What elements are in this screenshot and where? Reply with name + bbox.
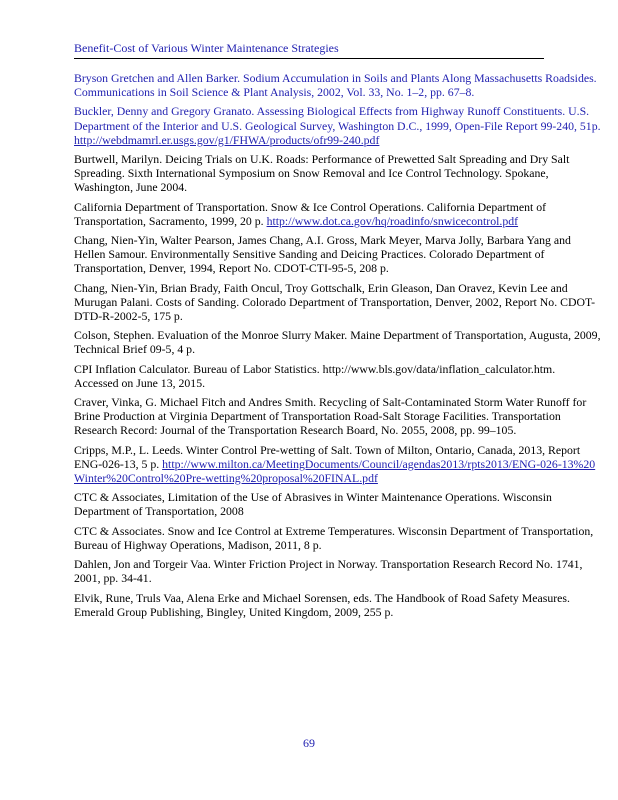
reference-text: Cripps, M.P., L. Leeds. Winter Control Pre-wetting of Salt. Town of Milton, Ontario, Canada, 2013, Report ENG-026-13, 5 p. — [74, 442, 581, 471]
reference-entry — [74, 362, 602, 390]
reference-entry — [74, 591, 602, 619]
reference-entry — [74, 443, 602, 486]
reference-link[interactable]: http://webdmamrl.er.usgs.gov/g1/FHWA/products/ofr99-240.pdf — [74, 132, 380, 147]
reference-text: Dahlen, Jon and Torgeir Vaa. Winter Friction Project in Norway. Transportation Research Record No. 1741, 2001, pp. 34-41. — [74, 557, 583, 586]
reference-entry — [74, 152, 602, 195]
reference-entry — [74, 104, 602, 147]
reference-text: Bryson Gretchen and Allen Barker. Sodium Accumulation in Soils and Plants Along Massachusetts Roadsides. Communications in Soil Science & Plant Analysis, 2002, Vol. 33, No. 1–2, pp. 67–8. — [74, 71, 597, 100]
reference-text: Colson, Stephen. Evaluation of the Monroe Slurry Maker. Maine Department of Transportation, Augusta, 2009, Technical Brief 09-5, 4 p. — [74, 328, 601, 357]
reference-text: Chang, Nien-Yin, Brian Brady, Faith Oncul, Troy Gottschalk, Erin Gleason, Dan Oravez, Kevin Lee and Murugan Palani. Costs of Sanding. Colorado Department of Transportation, Denver, 2002, Report No. CDOT-DTD-R-2002-5, 175 p. — [74, 280, 596, 324]
reference-text: CPI Inflation Calculator. Bureau of Labor Statistics. http://www.bls.gov/data/inflation_calculator.htm. Accessed on June 13, 2015. — [74, 361, 556, 390]
reference-entry — [74, 233, 602, 276]
reference-entry — [74, 328, 602, 356]
running-header — [74, 41, 544, 59]
reference-list — [74, 71, 602, 624]
reference-text: Elvik, Rune, Truls Vaa, Alena Erke and Michael Sorensen, eds. The Handbook of Road Safety Measures. Emerald Group Publishing, Bingley, United Kingdom, 2009, 255 p. — [74, 590, 570, 619]
reference-text: Buckler, Denny and Gregory Granato. Assessing Biological Effects from Highway Runoff Constituents. U.S. Department of the Interior and U.S. Geological Survey, Washington D.C., 1999, Open-File Report 99-240, 51p. — [74, 104, 601, 133]
reference-entry — [74, 524, 602, 552]
reference-text: CTC & Associates. Snow and Ice Control at Extreme Temperatures. Wisconsin Department of Transportation, Bureau of Highway Operations, Madison, 2011, 8 p. — [74, 523, 594, 552]
page-number: 69 — [303, 736, 315, 750]
reference-link[interactable]: http://www.dot.ca.gov/hq/roadinfo/snwicecontrol.pdf — [266, 213, 519, 228]
reference-text: California Department of Transportation. Snow & Ice Control Operations. California Department of Transportation, Sacramento, 1999, 20 p. — [74, 199, 547, 228]
reference-entry — [74, 557, 602, 585]
reference-entry — [74, 200, 602, 228]
reference-text: Chang, Nien-Yin, Walter Pearson, James Chang, A.I. Gross, Mark Meyer, Marva Jolly, Barbara Yang and Hellen Samour. Environmentally Sensitive Sanding and Deicing Practices. Colorado Department of Transportation, Denver, 1994, Report No. CDOT-CTI-95-5, 208 p. — [74, 233, 571, 276]
header-title: Benefit-Cost of Various Winter Maintenance Strategies — [74, 41, 339, 55]
reference-entry — [74, 71, 602, 99]
reference-entry — [74, 281, 602, 324]
reference-text: Craver, Vinka, G. Michael Fitch and Andres Smith. Recycling of Salt-Contaminated Storm Water Runoff for Brine Production at Virginia Department of Transportation Road-Salt Storage Facilities. Transportation Research Record: Journal of the Transportation Research Board, No. 2055, 2008, pp. 99–105. — [74, 395, 587, 438]
reference-link[interactable]: http://www.milton.ca/MeetingDocuments/Council/agendas2013/rpts2013/ENG-026-13%20Winter%20Control%20Pre-wetting%20proposal%20FINAL.pdf — [74, 456, 596, 486]
reference-text: CTC & Associates, Limitation of the Use of Abrasives in Winter Maintenance Operations. Wisconsin Department of Transportation, 2008 — [74, 490, 552, 519]
reference-text: Burtwell, Marilyn. Deicing Trials on U.K. Roads: Performance of Prewetted Salt Spreading and Dry Salt Spreading. Sixth International Symposium on Snow Removal and Ice Control Technology. Spokane, Washington, June 2004. — [74, 152, 570, 195]
reference-entry — [74, 395, 602, 438]
reference-entry — [74, 490, 602, 518]
